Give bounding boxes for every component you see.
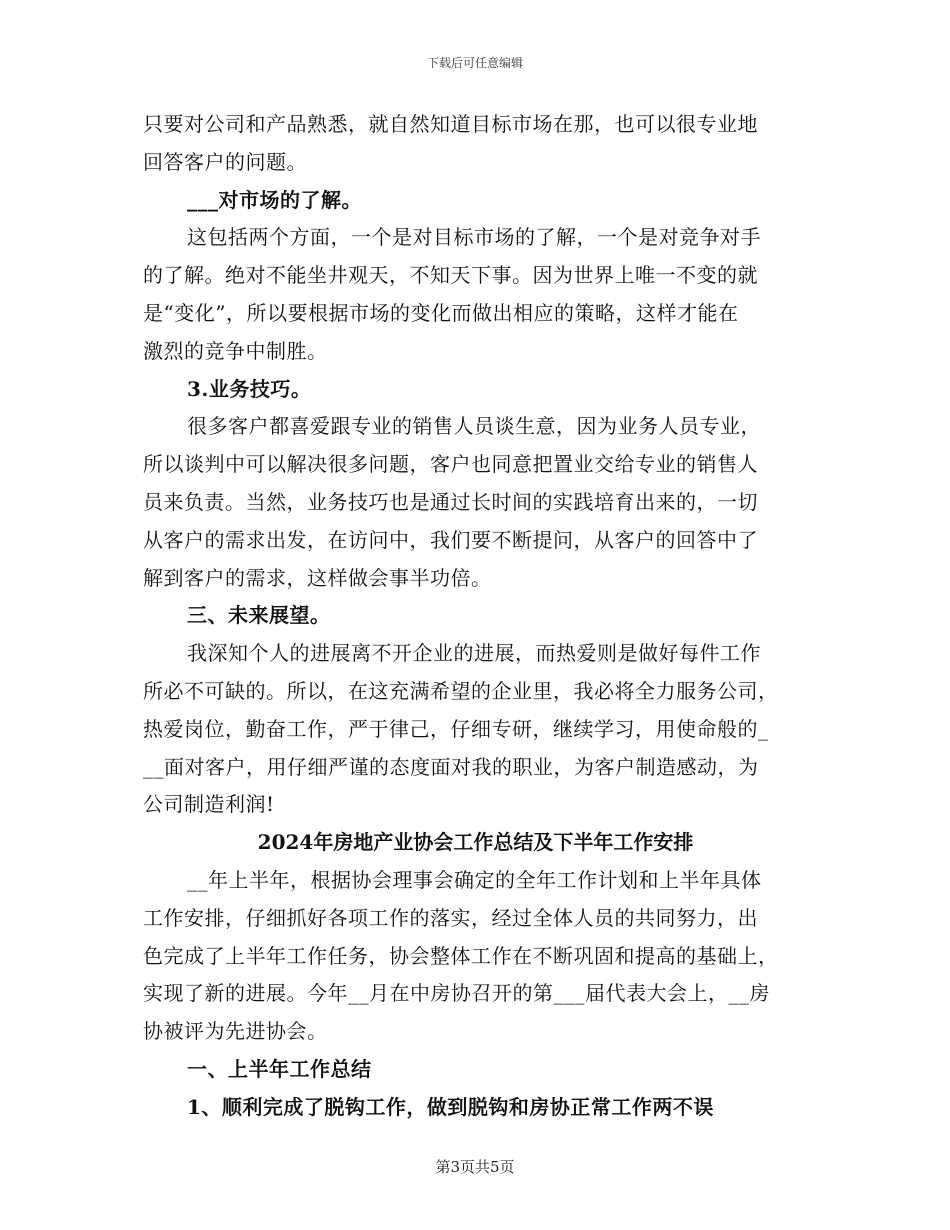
document-body (143, 106, 808, 1127)
paragraph-line: 这包括两个方面，一个是对目标市场的了解，一个是对竞争对手 (187, 225, 761, 250)
subsection-heading: 1、顺利完成了脱钩工作，做到脱钩和房协正常工作两不误 (187, 1094, 714, 1119)
paragraph-line: 热爱岗位，勤奋工作，严于律己，仔细专研，继续学习，用使命般的_ (143, 716, 769, 741)
paragraph-line: 的了解。绝对不能坐井观天，不知天下事。因为世界上唯一不变的就 (143, 263, 758, 288)
paragraph-line: 所必不可缺的。所以，在这充满希望的企业里，我必将全力服务公司， (143, 678, 779, 703)
paragraph-line: __面对客户，用仔细严谨的态度面对我的职业，为客户制造感动，为 (143, 754, 759, 779)
paragraph-line: 回答客户的问题。 (143, 149, 307, 174)
page-footer: 第3页共5页 (435, 1158, 515, 1176)
document-title: 2024年房地产业协会工作总结及下半年工作安排 (257, 830, 694, 855)
paragraph-line: 解到客户的需求，这样做会事半功倍。 (143, 565, 492, 590)
paragraph-line: 我深知个人的进展离不开企业的进展，而热爱则是做好每件工作 (187, 641, 761, 666)
paragraph-line: 所以谈判中可以解决很多问题，客户也同意把置业交给专业的销售人 (143, 452, 758, 477)
paragraph-line: 协被评为先进协会。 (143, 1019, 328, 1044)
paragraph-line: __年上半年，根据协会理事会确定的全年工作计划和上半年具体 (187, 867, 762, 892)
paragraph-line: 工作安排，仔细抓好各项工作的落实，经过全体人员的共同努力，出 (143, 905, 758, 930)
paragraph-line: 是“变化”，所以要根据市场的变化而做出相应的策略，这样才能在 (143, 300, 739, 325)
paragraph-line: 从客户的需求出发，在访问中，我们要不断提问，从客户的回答中了 (143, 527, 758, 552)
paragraph-line: 只要对公司和产品熟悉，就自然知道目标市场在那，也可以很专业地 (143, 112, 758, 136)
paragraph-line: 员来负责。当然，业务技巧也是通过长时间的实践培育出来的，一切 (143, 489, 758, 514)
page-header: 下载后可任意编辑 (426, 56, 523, 70)
paragraph-line: 色完成了上半年工作任务，协会整体工作在不断巩固和提高的基础上， (143, 943, 779, 968)
section-heading: 3.业务技巧。 (187, 376, 312, 401)
section-heading: 一、上半年工作总结 (187, 1056, 372, 1081)
paragraph-line: 实现了新的进展。今年__月在中房协召开的第___届代表大会上，__房 (143, 981, 770, 1006)
paragraph-line: 很多客户都喜爱跟专业的销售人员谈生意，因为业务人员专业， (187, 414, 761, 439)
paragraph-line: 激烈的竞争中制胜。 (143, 338, 328, 363)
section-heading: 三、未来展望。 (187, 603, 331, 628)
section-heading: ___对市场的了解。 (187, 187, 362, 212)
paragraph-line: 公司制造利润! (143, 792, 275, 817)
